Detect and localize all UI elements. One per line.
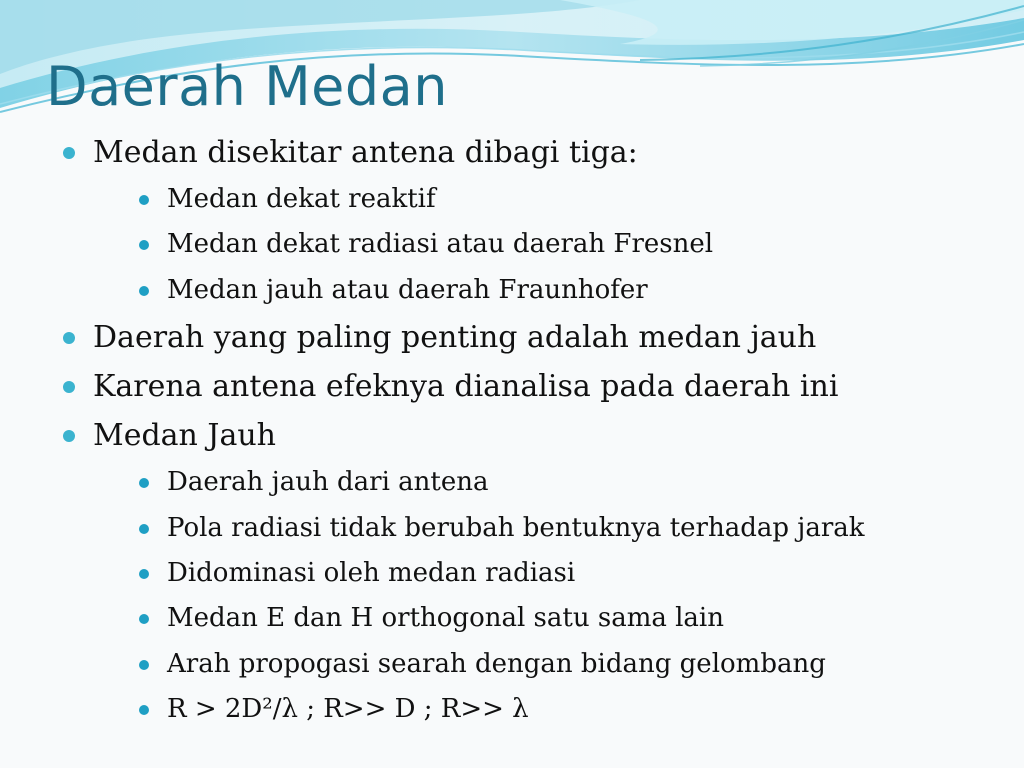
sub-bullet-dot-icon xyxy=(139,569,149,579)
slide-title: Daerah Medan xyxy=(46,55,448,118)
bullet-text: Karena antena efeknya dianalisa pada daerah ini xyxy=(93,369,839,405)
bullet-list xyxy=(60,128,1010,733)
sub-bullet-dot-icon xyxy=(139,478,149,488)
bullet-dot-icon xyxy=(63,147,75,159)
bullet-text: Medan disekitar antena dibagi tiga: xyxy=(93,135,638,170)
sub-bullet-text: Medan dekat reaktif xyxy=(167,184,436,214)
sub-bullet-list xyxy=(133,460,1010,732)
sub-bullet-text: Medan E dan H orthogonal satu sama lain xyxy=(167,603,724,634)
bullet-item xyxy=(60,313,1010,362)
sub-bullet-text: R > 2D²/λ ; R>> D ; R>> λ xyxy=(167,694,529,725)
bullet-item xyxy=(60,411,1010,732)
sub-bullet-list xyxy=(133,177,1010,313)
bullet-dot-icon xyxy=(63,430,75,442)
sub-bullet-item xyxy=(133,642,1010,687)
sub-bullet-item xyxy=(133,506,1010,551)
sub-bullet-item xyxy=(133,687,1010,732)
bullet-text: Medan Jauh xyxy=(93,418,276,454)
sub-bullet-dot-icon xyxy=(139,195,149,205)
sub-bullet-dot-icon xyxy=(139,240,149,250)
sub-bullet-text: Didominasi oleh medan radiasi xyxy=(167,558,576,589)
sub-bullet-item xyxy=(133,222,1010,267)
bullet-item xyxy=(60,362,1010,411)
slide-content xyxy=(60,128,1010,733)
sub-bullet-dot-icon xyxy=(139,614,149,624)
sub-bullet-text: Medan dekat radiasi atau daerah Fresnel xyxy=(167,229,714,260)
sub-bullet-dot-icon xyxy=(139,524,149,534)
sub-bullet-dot-icon xyxy=(139,705,149,715)
bullet-dot-icon xyxy=(63,381,75,393)
sub-bullet-item xyxy=(133,596,1010,641)
sub-bullet-text: Daerah jauh dari antena xyxy=(167,467,489,498)
bullet-item xyxy=(60,128,1010,313)
sub-bullet-dot-icon xyxy=(139,286,149,296)
sub-bullet-item xyxy=(133,177,1010,222)
sub-bullet-text: Arah propogasi searah dengan bidang gelombang xyxy=(167,648,826,679)
sub-bullet-text: Pola radiasi tidak berubah bentuknya terhadap jarak xyxy=(167,512,865,543)
sub-bullet-item xyxy=(133,460,1010,505)
sub-bullet-text: Medan jauh atau daerah Fraunhofer xyxy=(167,274,648,305)
bullet-text: Daerah yang paling penting adalah medan jauh xyxy=(93,320,817,356)
sub-bullet-dot-icon xyxy=(139,660,149,670)
sub-bullet-item xyxy=(133,268,1010,313)
bullet-dot-icon xyxy=(63,332,75,344)
sub-bullet-item xyxy=(133,551,1010,596)
